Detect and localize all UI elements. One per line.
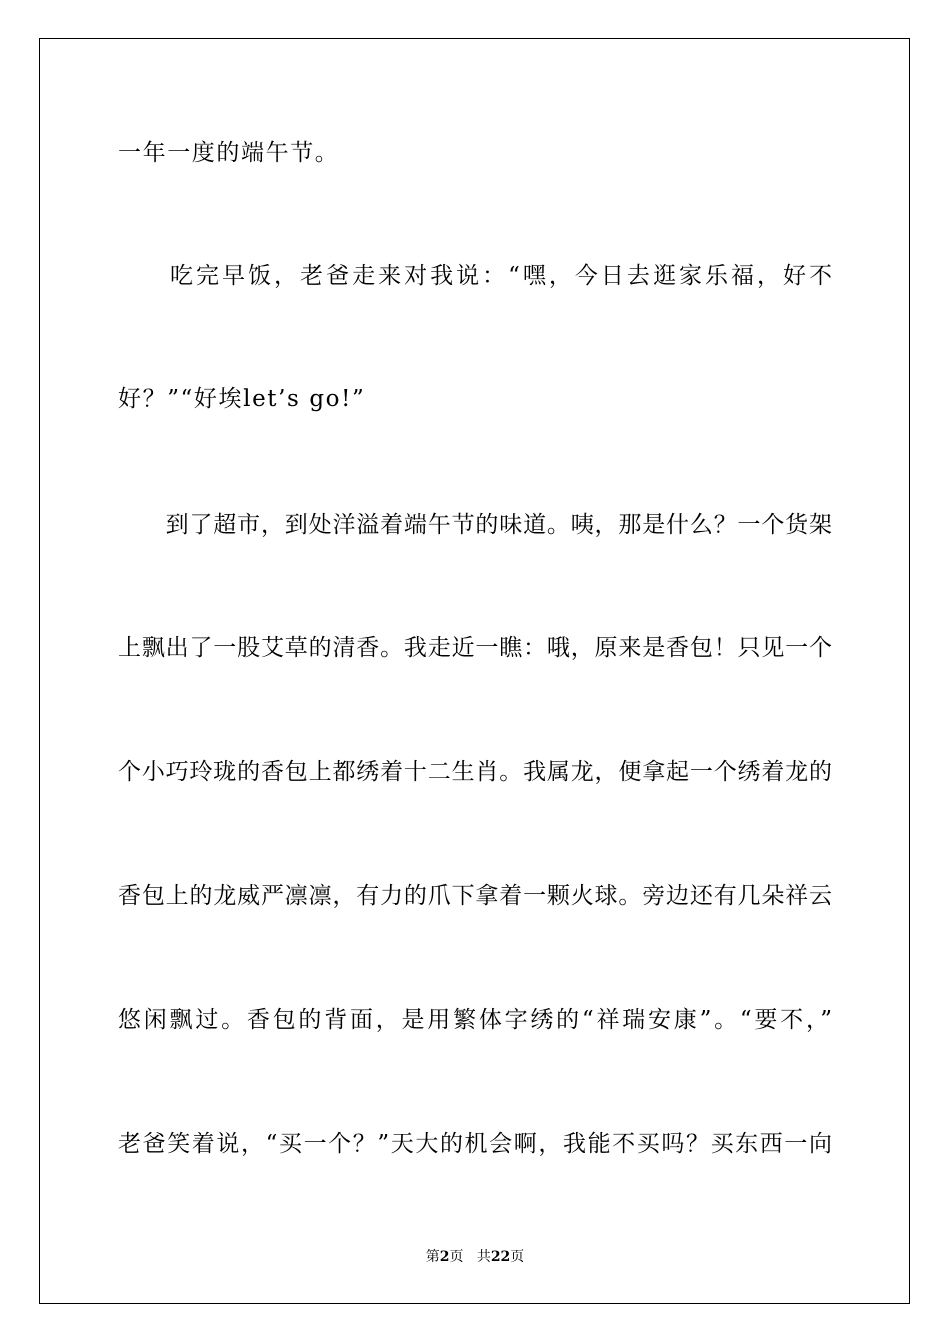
paragraph-line: 好？”“好埃let’s go!” (118, 386, 366, 412)
page-footer (0, 1248, 950, 1266)
total-suffix: 页 (510, 1249, 525, 1265)
current-page-number: 2 (439, 1249, 450, 1265)
page-border (39, 38, 910, 1304)
total-prefix: 共 (476, 1249, 491, 1265)
paragraph-line: 到了超市，到处洋溢着端午节的味道。咦，那是什么？一个货架 (118, 512, 832, 538)
total-pages-number: 22 (490, 1249, 511, 1265)
paragraph-line: 老爸笑着说，“买一个？”天大的机会啊，我能不买吗？买东西一向 (118, 1131, 832, 1157)
paragraph-line: 吃完早饭，老爸走来对我说：“嘿，今日去逛家乐福，好不 (118, 263, 832, 289)
page-prefix: 第 (425, 1249, 440, 1265)
paragraph-line: 上飘出了一股艾草的清香。我走近一瞧：哦，原来是香包！只见一个 (118, 635, 832, 661)
paragraph-line: 一年一度的端午节。 (118, 140, 340, 166)
paragraph-line: 个小巧玲珑的香包上都绣着十二生肖。我属龙，便拿起一个绣着龙的 (118, 759, 832, 785)
paragraph-line: 香包上的龙威严凛凛，有力的爪下拿着一颗火球。旁边还有几朵祥云 (118, 883, 832, 909)
paragraph-line: 悠闲飘过。香包的背面，是用繁体字绣的“祥瑞安康”。“要不，” (118, 1007, 832, 1033)
page-suffix: 页 (449, 1249, 464, 1265)
